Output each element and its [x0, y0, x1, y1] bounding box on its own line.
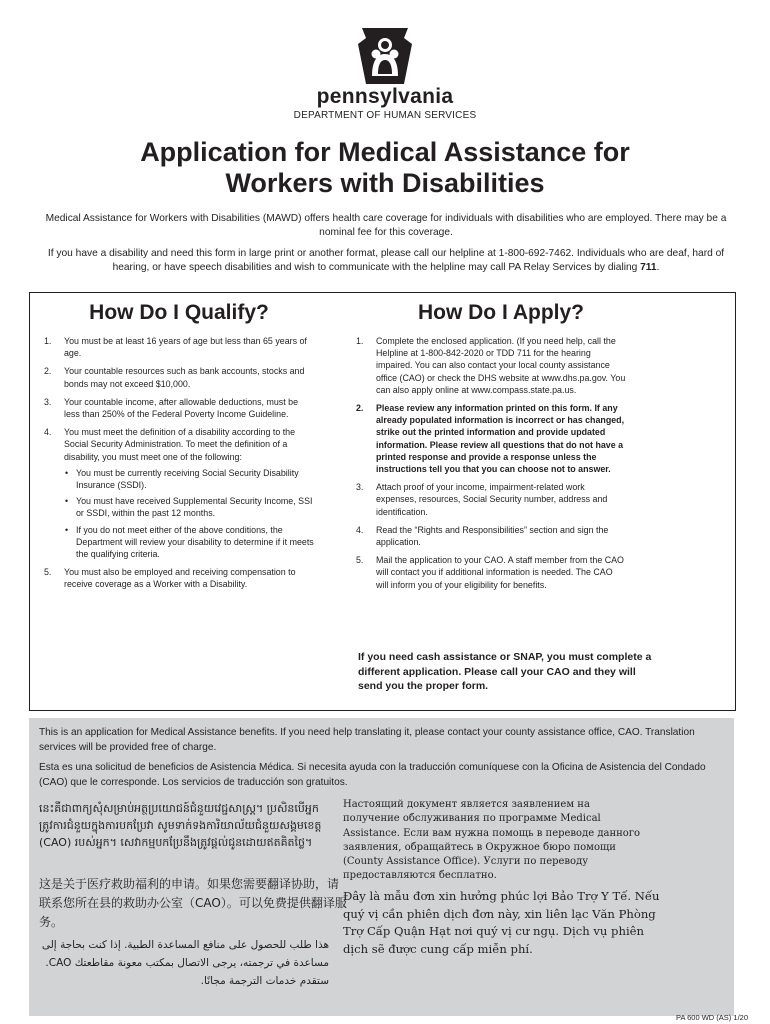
item-number: 4.	[44, 427, 52, 438]
apply-heading: How Do I Apply?	[417, 301, 585, 324]
item-text: Your countable resources such as bank accounts, stocks and bonds may not exceed $10,000.	[64, 366, 305, 389]
item-number: 2.	[356, 403, 364, 414]
translation-english: This is an application for Medical Assistance benefits. If you need help translating it, please contact your county assistance office, CAO. Translation services will be provided free of charge.	[39, 727, 695, 753]
brand-name: pennsylvania	[316, 85, 454, 108]
list-item	[44, 426, 314, 560]
translation-russian: Настоящий документ является заявлением на получение обслуживания по программе Medical Assistance. Если вам нужна помощь в переводе данного заявления, обращайтесь в Окружное бюро помощи (County Assistance Office). Услуги по переводу предоставляются бесплатно.	[343, 799, 641, 882]
list-item	[356, 554, 626, 591]
bullet-item	[64, 495, 314, 519]
bullet-icon: •	[65, 496, 69, 507]
item-text: Complete the enclosed application. (If you need help, call the Helpline at 1-800-842-2020 or TDD 711 for the hearing impaired. You can also contact your local county assistance office (CAO) or check the DHS website at www.dhs.pa.gov. You can also apply online at www.compass.state.pa.us.	[376, 336, 626, 395]
translation-arabic: هذا طلب للحصول على منافع المساعدة الطبية. إذا كنت بحاجة إلى مساعدة في ترجمته، يرجى الاتصال بمكتب معونة مقاطعتك CAO. ستقدم خدمات الترجمة مجانًا.	[41, 939, 329, 987]
relay-number: 711	[640, 262, 657, 273]
item-number: 1.	[356, 336, 364, 346]
keystone-logo-icon	[354, 24, 416, 86]
list-item	[44, 396, 314, 420]
list-item	[44, 566, 314, 590]
translation-chinese: 这是关于医疗救助福利的申请。如果您需要翻译协助，请联系您所在县的救助办公室（CAO）。可以免费提供翻译服务。	[39, 877, 347, 929]
bullet-text: You must have received Supplemental Security Income, SSI or SSDI, within the past 12 months.	[76, 496, 313, 519]
form-number: PA 600 WD (AS) 1/20	[676, 1013, 748, 1022]
item-text: Attach proof of your income, impairment-related work expenses, resources, Social Security number, address and identification.	[376, 482, 608, 517]
bullet-item	[64, 467, 314, 491]
list-item	[356, 481, 626, 518]
item-text: Your countable income, after allowable deductions, must be less than 250% of the Federal Poverty Income Guideline.	[64, 396, 299, 420]
apply-list	[356, 335, 626, 591]
item-number: 3.	[356, 482, 364, 493]
item-number: 3.	[44, 396, 52, 407]
translation-vietnamese: Đây là mẫu đơn xin hưởng phúc lợi Bảo Trợ Y Tế. Nếu quý vị cần phiên dịch đơn này, xin liên lạc Văn Phòng Trợ Cấp Quận Hạt nơi quý vị cư ngụ. Dịch vụ phiên dịch sẽ được cung cấp miễn phí.	[343, 889, 660, 956]
item-text: Please review any information printed on this form. If any already populated information is incorrect or has changed, strike out the printed information and provide updated information. Please review all questions that do not have a printed response and provide a response unless the instructions tell you that you can choose not to answer.	[376, 403, 625, 475]
bullet-icon: •	[65, 467, 69, 478]
list-item	[44, 335, 314, 359]
item-text: You must be at least 16 years of age but less than 65 years of age.	[64, 336, 307, 359]
title-line-2: Workers with Disabilities	[225, 168, 545, 198]
item-text: Read the “Rights and Responsibilities” section and sign the application.	[376, 524, 609, 548]
bullet-text: If you do not meet either of the above conditions, the Department will review your disability to determine if it meets the qualifying criteria.	[76, 524, 314, 560]
intro-end: .	[656, 262, 660, 273]
apply-column	[356, 293, 626, 597]
intro-paragraph-2	[44, 247, 728, 275]
list-item	[356, 402, 626, 475]
item-number: 2.	[44, 366, 52, 377]
page-title	[0, 137, 770, 199]
qualify-column	[44, 293, 314, 597]
intro-paragraph-1: Medical Assistance for Workers with Disabilities (MAWD) offers health care coverage for individuals with disabilities who are employed. There may be a nominal fee for this coverage.	[45, 213, 727, 238]
list-item	[44, 365, 314, 389]
list-item	[356, 524, 626, 548]
intro-helpline-text: If you have a disability and need this form in large print or another format, please call our helpline at 1-800-692-7462. Individuals who are deaf, hard of hearing, or have speech disabilities and wish to communicate with the helpline may call PA Relay Services by dialing	[47, 248, 725, 273]
item-number: 1.	[44, 336, 52, 346]
bullet-icon: •	[65, 524, 69, 535]
item-number: 5.	[44, 567, 52, 578]
item-text: You must also be employed and receiving compensation to receive coverage as a Worker with a Disability.	[64, 567, 296, 590]
item-text: You must meet the definition of a disability according to the Social Security Administration. To meet the definition of a disability, you must meet one of the following:	[64, 427, 296, 462]
translation-notice	[29, 718, 734, 1016]
dhs-logo	[0, 24, 770, 121]
bullet-text: You must be currently receiving Social Security Disability Insurance (SSDI).	[76, 467, 299, 491]
cash-assistance-note: If you need cash assistance or SNAP, you must complete a different application. Please call your CAO and they will send you the proper form.	[358, 651, 652, 692]
qualify-heading: How Do I Qualify?	[89, 301, 269, 324]
title-line-1: Application for Medical Assistance for	[140, 137, 630, 167]
disability-criteria-list	[64, 467, 314, 560]
translation-khmer: នេះគឺជាពាក្យសុំសម្រាប់អត្ថប្រយោជន៍ជំនួយវេជ្ជសាស្ត្រ។ ប្រសិនបើអ្នកត្រូវការជំនួយក្នុងការបកប្រែវា សូមទាក់ទងការិយាល័យជំនួយសង្គមខេត្ត (CAO) របស់អ្នក។ សេវាកម្មបកប្រែនឹងត្រូវផ្តល់ជូនដោយឥតគិតថ្លៃ។	[39, 802, 322, 849]
qualify-list	[44, 335, 314, 591]
instructions-box	[29, 292, 736, 711]
item-number: 4.	[356, 524, 364, 535]
department-name: DEPARTMENT OF HUMAN SERVICES	[293, 110, 477, 121]
translation-spanish: Esta es una solicitud de beneficios de Asistencia Médica. Si necesita ayuda con la traducción comuníquese con la Oficina de Asistencia del Condado (CAO) que le corresponde. Los servicios de traducción son gratuitos.	[39, 762, 706, 788]
bullet-item	[64, 524, 314, 561]
item-text: Mail the application to your CAO. A staff member from the CAO will contact you if additional information is needed. The CAO will inform you of your eligibility for benefits.	[376, 555, 624, 590]
item-number: 5.	[356, 555, 364, 566]
list-item	[356, 335, 626, 396]
